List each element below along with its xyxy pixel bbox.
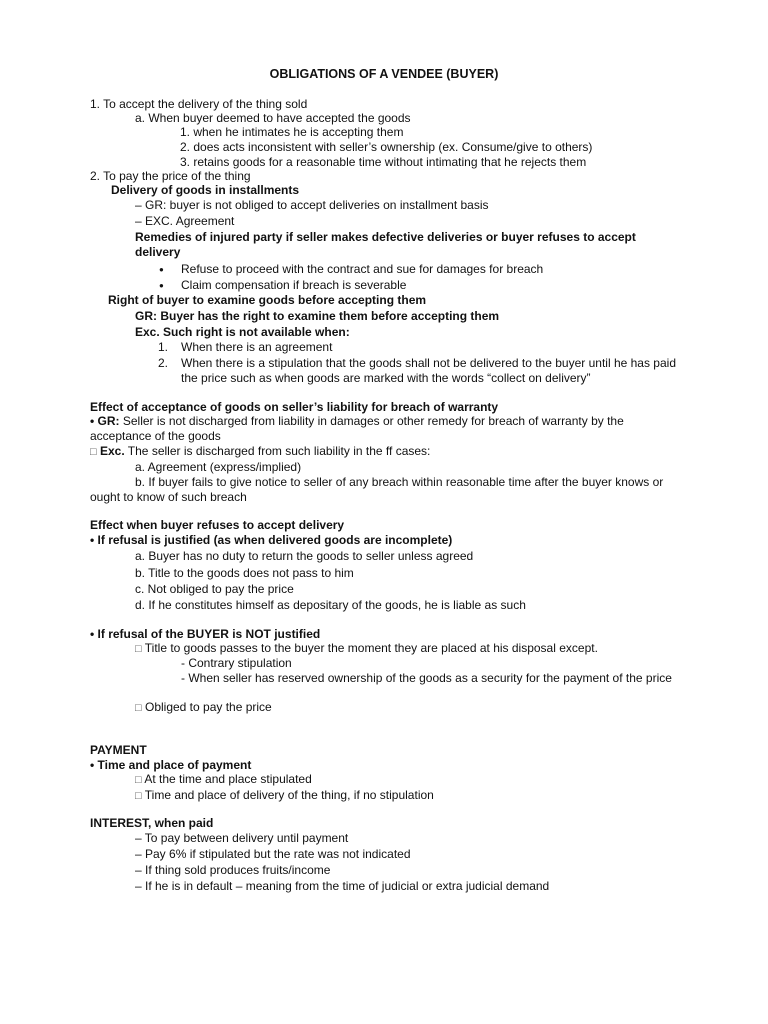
payment-heading: PAYMENT	[90, 743, 147, 757]
refuse-heading: Effect when buyer refuses to accept delivery	[90, 518, 345, 532]
warranty-gr-label: • GR:	[90, 414, 120, 428]
warranty-exc-label: Exc.	[96, 444, 125, 458]
exception-1: When there is an agreement	[181, 340, 333, 354]
checkbox-square-icon: □	[135, 643, 142, 655]
not-justified-item-1a: - Contrary stipulation	[181, 656, 292, 670]
justified-item-d: d. If he constitutes himself as depositary of the goods, he is liable as such	[135, 598, 526, 612]
checkbox-square-icon: □	[135, 774, 142, 786]
warranty-case-a: a. Agreement (express/implied)	[135, 460, 302, 474]
refusal-not-justified-heading: • If refusal of the BUYER is NOT justified	[90, 627, 321, 641]
checkbox-square-icon: □	[90, 446, 97, 458]
remedies-heading: Remedies of injured party if seller makes defective deliveries or buyer refuses to accept delivery	[135, 230, 636, 259]
section-1-heading: 1. To accept the delivery of the thing sold	[90, 97, 308, 111]
interest-heading: INTEREST, when paid	[90, 816, 214, 830]
checkbox-square-icon: □	[135, 702, 142, 714]
warranty-case-b: b. If buyer fails to give notice to seller of any breach within reasonable time after the buyer knows or ought to know of such breach	[90, 475, 664, 504]
installments-exc: – EXC. Agreement	[135, 214, 235, 228]
checkbox-square-icon: □	[135, 790, 142, 802]
section-1a-item-2: 2. does acts inconsistent with seller’s ownership (ex. Consume/give to others)	[180, 140, 593, 154]
exception-2-number: 2.	[158, 356, 169, 370]
warranty-gr	[90, 414, 680, 444]
not-justified-item-2: □ Obliged to pay the price	[135, 700, 272, 714]
installments-gr: – GR: buyer is not obliged to accept deliveries on installment basis	[135, 198, 489, 212]
interest-item-2: – Pay 6% if stipulated but the rate was not indicated	[135, 847, 411, 861]
interest-item-3: – If thing sold produces fruits/income	[135, 863, 331, 877]
payment-subheading: • Time and place of payment	[90, 758, 252, 772]
warranty-heading: Effect of acceptance of goods on seller’s liability for breach of warranty	[90, 400, 499, 414]
examine-heading: Right of buyer to examine goods before accepting them	[108, 293, 427, 307]
section-1a: a. When buyer deemed to have accepted the goods	[135, 111, 411, 125]
exception-1-number: 1.	[158, 340, 169, 354]
examine-gr: GR: Buyer has the right to examine them before accepting them	[135, 309, 500, 323]
remedy-item-1: ● Refuse to proceed with the contract and sue for damages for breach	[181, 262, 543, 277]
warranty-exc-text: The seller is discharged from such liability in the ff cases:	[124, 444, 431, 458]
interest-item-1: – To pay between delivery until payment	[135, 831, 349, 845]
section-2-heading: 2. To pay the price of the thing	[90, 169, 251, 183]
refusal-justified-heading: • If refusal is justified (as when delivered goods are incomplete)	[90, 533, 453, 547]
section-1a-item-1: 1. when he intimates he is accepting them	[180, 125, 404, 139]
justified-item-c: c. Not obliged to pay the price	[135, 582, 294, 596]
not-justified-item-1: □ Title to goods passes to the buyer the moment they are placed at his disposal except.	[135, 641, 598, 655]
examine-exc: Exc. Such right is not available when:	[135, 325, 350, 339]
payment-item-1: □ At the time and place stipulated	[135, 772, 312, 786]
installments-heading: Delivery of goods in installments	[111, 183, 300, 197]
remedy-item-2: ● Claim compensation if breach is severable	[181, 278, 406, 293]
warranty-exc	[90, 444, 430, 460]
page-title: OBLIGATIONS OF A VENDEE (BUYER)	[269, 67, 499, 81]
justified-item-b: b. Title to the goods does not pass to him	[135, 566, 354, 580]
payment-item-2: □ Time and place of delivery of the thing, if no stipulation	[135, 788, 434, 802]
exception-2: When there is a stipulation that the goods shall not be delivered to the buyer until he has paid the price such as when goods are marked with the words “collect on delivery”	[181, 356, 676, 385]
justified-item-a: a. Buyer has no duty to return the goods to seller unless agreed	[135, 549, 474, 563]
interest-item-4: – If he is in default – meaning from the time of judicial or extra judicial demand	[135, 879, 550, 893]
not-justified-item-1b: - When seller has reserved ownership of the goods as a security for the payment of the price	[181, 671, 672, 685]
warranty-gr-text: Seller is not discharged from liability in damages or other remedy for breach of warranty by the acceptance of the goods	[90, 414, 624, 443]
section-1a-item-3: 3. retains goods for a reasonable time without intimating that he rejects them	[180, 155, 587, 169]
